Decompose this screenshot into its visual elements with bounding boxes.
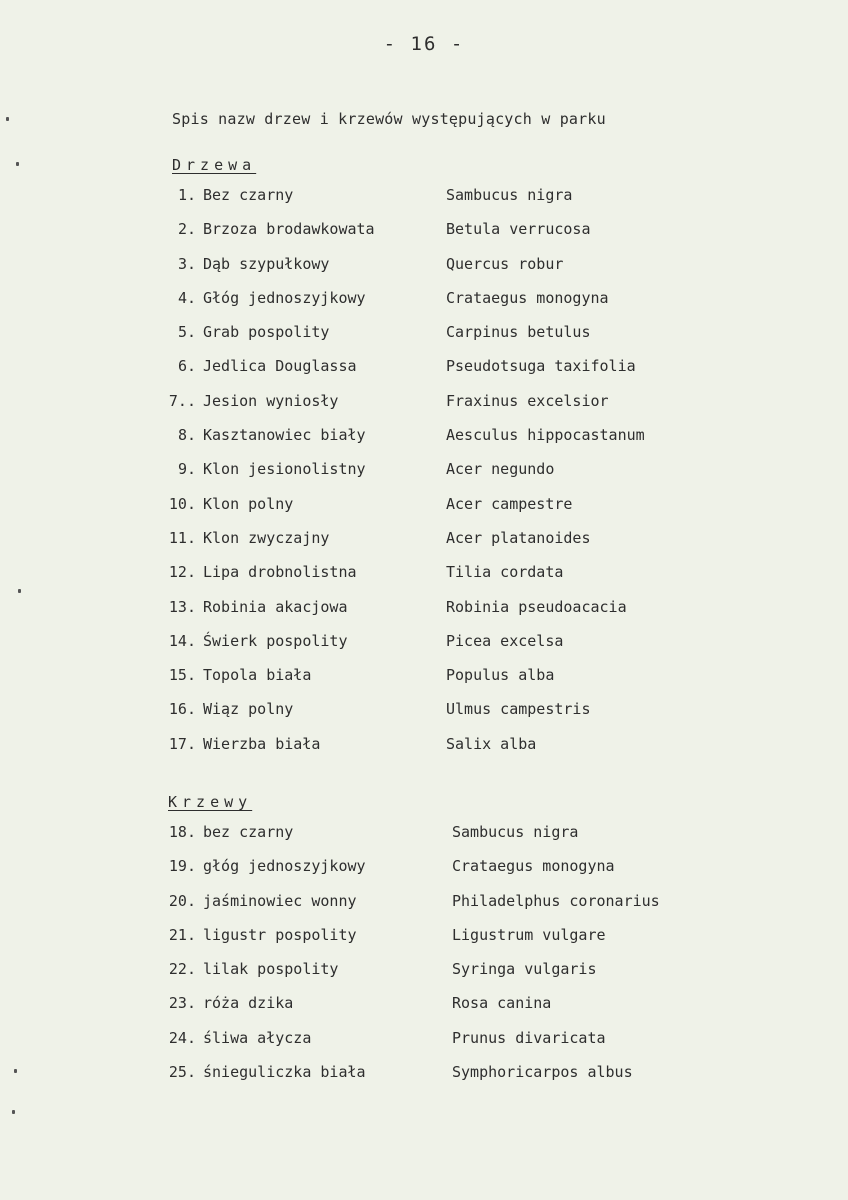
list-item	[0, 735, 848, 769]
polish-name: jaśminowiec wonny	[203, 891, 357, 910]
item-number: 2.	[177, 220, 196, 239]
polish-name: bez czarny	[203, 823, 294, 841]
polish-name: Wierzba biała	[203, 734, 321, 753]
latin-name: Sambucus nigra	[452, 823, 579, 841]
item-number: 18.	[168, 823, 196, 841]
item-number: 22.	[168, 960, 196, 979]
polish-name: ligustr pospolity	[203, 925, 357, 944]
section-heading-shrubs: Krzewy	[168, 793, 253, 811]
list-item	[0, 186, 848, 220]
polish-name: Kasztanowiec biały	[203, 426, 366, 445]
item-number: 8.	[177, 426, 196, 445]
item-number: 25.	[168, 1063, 196, 1082]
list-item	[0, 994, 848, 1028]
latin-name: Carpinus betulus	[446, 323, 591, 342]
list-item	[0, 289, 848, 323]
item-number: 14.	[168, 631, 196, 650]
latin-name: Salix alba	[446, 734, 537, 753]
latin-name: Syringa vulgaris	[452, 960, 597, 979]
latin-name: Populus alba	[446, 666, 555, 685]
latin-name: Rosa canina	[452, 994, 552, 1013]
item-number: 16.	[168, 700, 196, 719]
list-item	[0, 1029, 848, 1063]
list-item	[0, 666, 848, 700]
item-number: 21.	[168, 925, 196, 944]
scan-mark	[12, 1110, 15, 1114]
list-item	[0, 426, 848, 460]
trees-list	[0, 186, 848, 769]
polish-name: lilak pospolity	[203, 960, 339, 979]
polish-name: róża dzika	[203, 994, 294, 1013]
latin-name: Pseudotsuga taxifolia	[446, 357, 636, 376]
list-item	[0, 255, 848, 289]
latin-name: Symphoricarpos albus	[452, 1063, 633, 1082]
polish-name: Jesion wyniosły	[203, 391, 339, 410]
scan-mark	[14, 1069, 17, 1073]
list-item	[0, 563, 848, 597]
latin-name: Prunus divaricata	[452, 1028, 606, 1047]
section-heading-trees: Drzewa	[172, 156, 257, 174]
polish-name: Jedlica Douglassa	[203, 357, 357, 376]
latin-name: Acer campestre	[446, 494, 573, 513]
polish-name: Wiąz polny	[203, 700, 294, 719]
latin-name: Robinia pseudoacacia	[446, 597, 627, 616]
polish-name: Bez czarny	[203, 186, 294, 204]
page-number: - 16 -	[383, 33, 465, 55]
polish-name: Robinia akacjowa	[203, 597, 348, 616]
list-item	[0, 1063, 848, 1097]
latin-name: Philadelphus coronarius	[452, 891, 660, 910]
list-item	[0, 960, 848, 994]
latin-name: Acer platanoides	[446, 528, 591, 547]
latin-name: Tilia cordata	[446, 563, 564, 582]
item-number: 15.	[168, 666, 196, 685]
list-item	[0, 357, 848, 391]
list-item	[0, 220, 848, 254]
latin-name: Acer negundo	[446, 460, 555, 479]
item-number: 4.	[177, 288, 196, 307]
item-number: 19.	[168, 857, 196, 876]
list-item	[0, 926, 848, 960]
scan-mark	[6, 117, 9, 121]
polish-name: Brzoza brodawkowata	[203, 220, 375, 239]
item-number: 20.	[168, 891, 196, 910]
item-number: 5.	[177, 323, 196, 342]
latin-name: Quercus robur	[446, 254, 564, 273]
latin-name: Betula verrucosa	[446, 220, 591, 239]
list-item	[0, 857, 848, 891]
list-item	[0, 823, 848, 857]
item-number: 1.	[177, 186, 196, 204]
polish-name: Grab pospolity	[203, 323, 330, 342]
shrubs-list	[0, 823, 848, 1097]
list-item	[0, 892, 848, 926]
list-item	[0, 323, 848, 357]
item-number: 10.	[168, 494, 196, 513]
item-number: 3.	[177, 254, 196, 273]
latin-name: Aesculus hippocastanum	[446, 426, 645, 445]
polish-name: Klon jesionolistny	[203, 460, 366, 479]
polish-name: Klon zwyczajny	[203, 528, 330, 547]
item-number: 24.	[168, 1028, 196, 1047]
item-number: 9.	[177, 460, 196, 479]
scan-mark	[16, 162, 19, 166]
polish-name: Świerk pospolity	[203, 631, 348, 650]
polish-name: śnieguliczka biała	[203, 1063, 366, 1082]
latin-name: Sambucus nigra	[446, 186, 573, 204]
polish-name: śliwa ałycza	[203, 1028, 312, 1047]
polish-name: głóg jednoszyjkowy	[203, 857, 366, 876]
polish-name: Lipa drobnolistna	[203, 563, 357, 582]
polish-name: Dąb szypułkowy	[203, 254, 330, 273]
item-number: 7..	[168, 391, 196, 410]
item-number: 17.	[168, 734, 196, 753]
document-title: Spis nazw drzew i krzewów występujących w parku	[172, 110, 606, 128]
latin-name: Ulmus campestris	[446, 700, 591, 719]
latin-name: Fraxinus excelsior	[446, 391, 609, 410]
list-item	[0, 495, 848, 529]
list-item	[0, 392, 848, 426]
list-item	[0, 598, 848, 632]
item-number: 6.	[177, 357, 196, 376]
list-item	[0, 700, 848, 734]
item-number: 11.	[168, 528, 196, 547]
item-number: 13.	[168, 597, 196, 616]
list-item	[0, 460, 848, 494]
latin-name: Crataegus monogyna	[452, 857, 615, 876]
latin-name: Ligustrum vulgare	[452, 925, 606, 944]
item-number: 12.	[168, 563, 196, 582]
item-number: 23.	[168, 994, 196, 1013]
polish-name: Klon polny	[203, 494, 294, 513]
latin-name: Picea excelsa	[446, 631, 564, 650]
list-item	[0, 529, 848, 563]
latin-name: Crataegus monogyna	[446, 288, 609, 307]
list-item	[0, 632, 848, 666]
scan-mark	[18, 589, 21, 593]
polish-name: Topola biała	[203, 666, 312, 685]
polish-name: Głóg jednoszyjkowy	[203, 288, 366, 307]
